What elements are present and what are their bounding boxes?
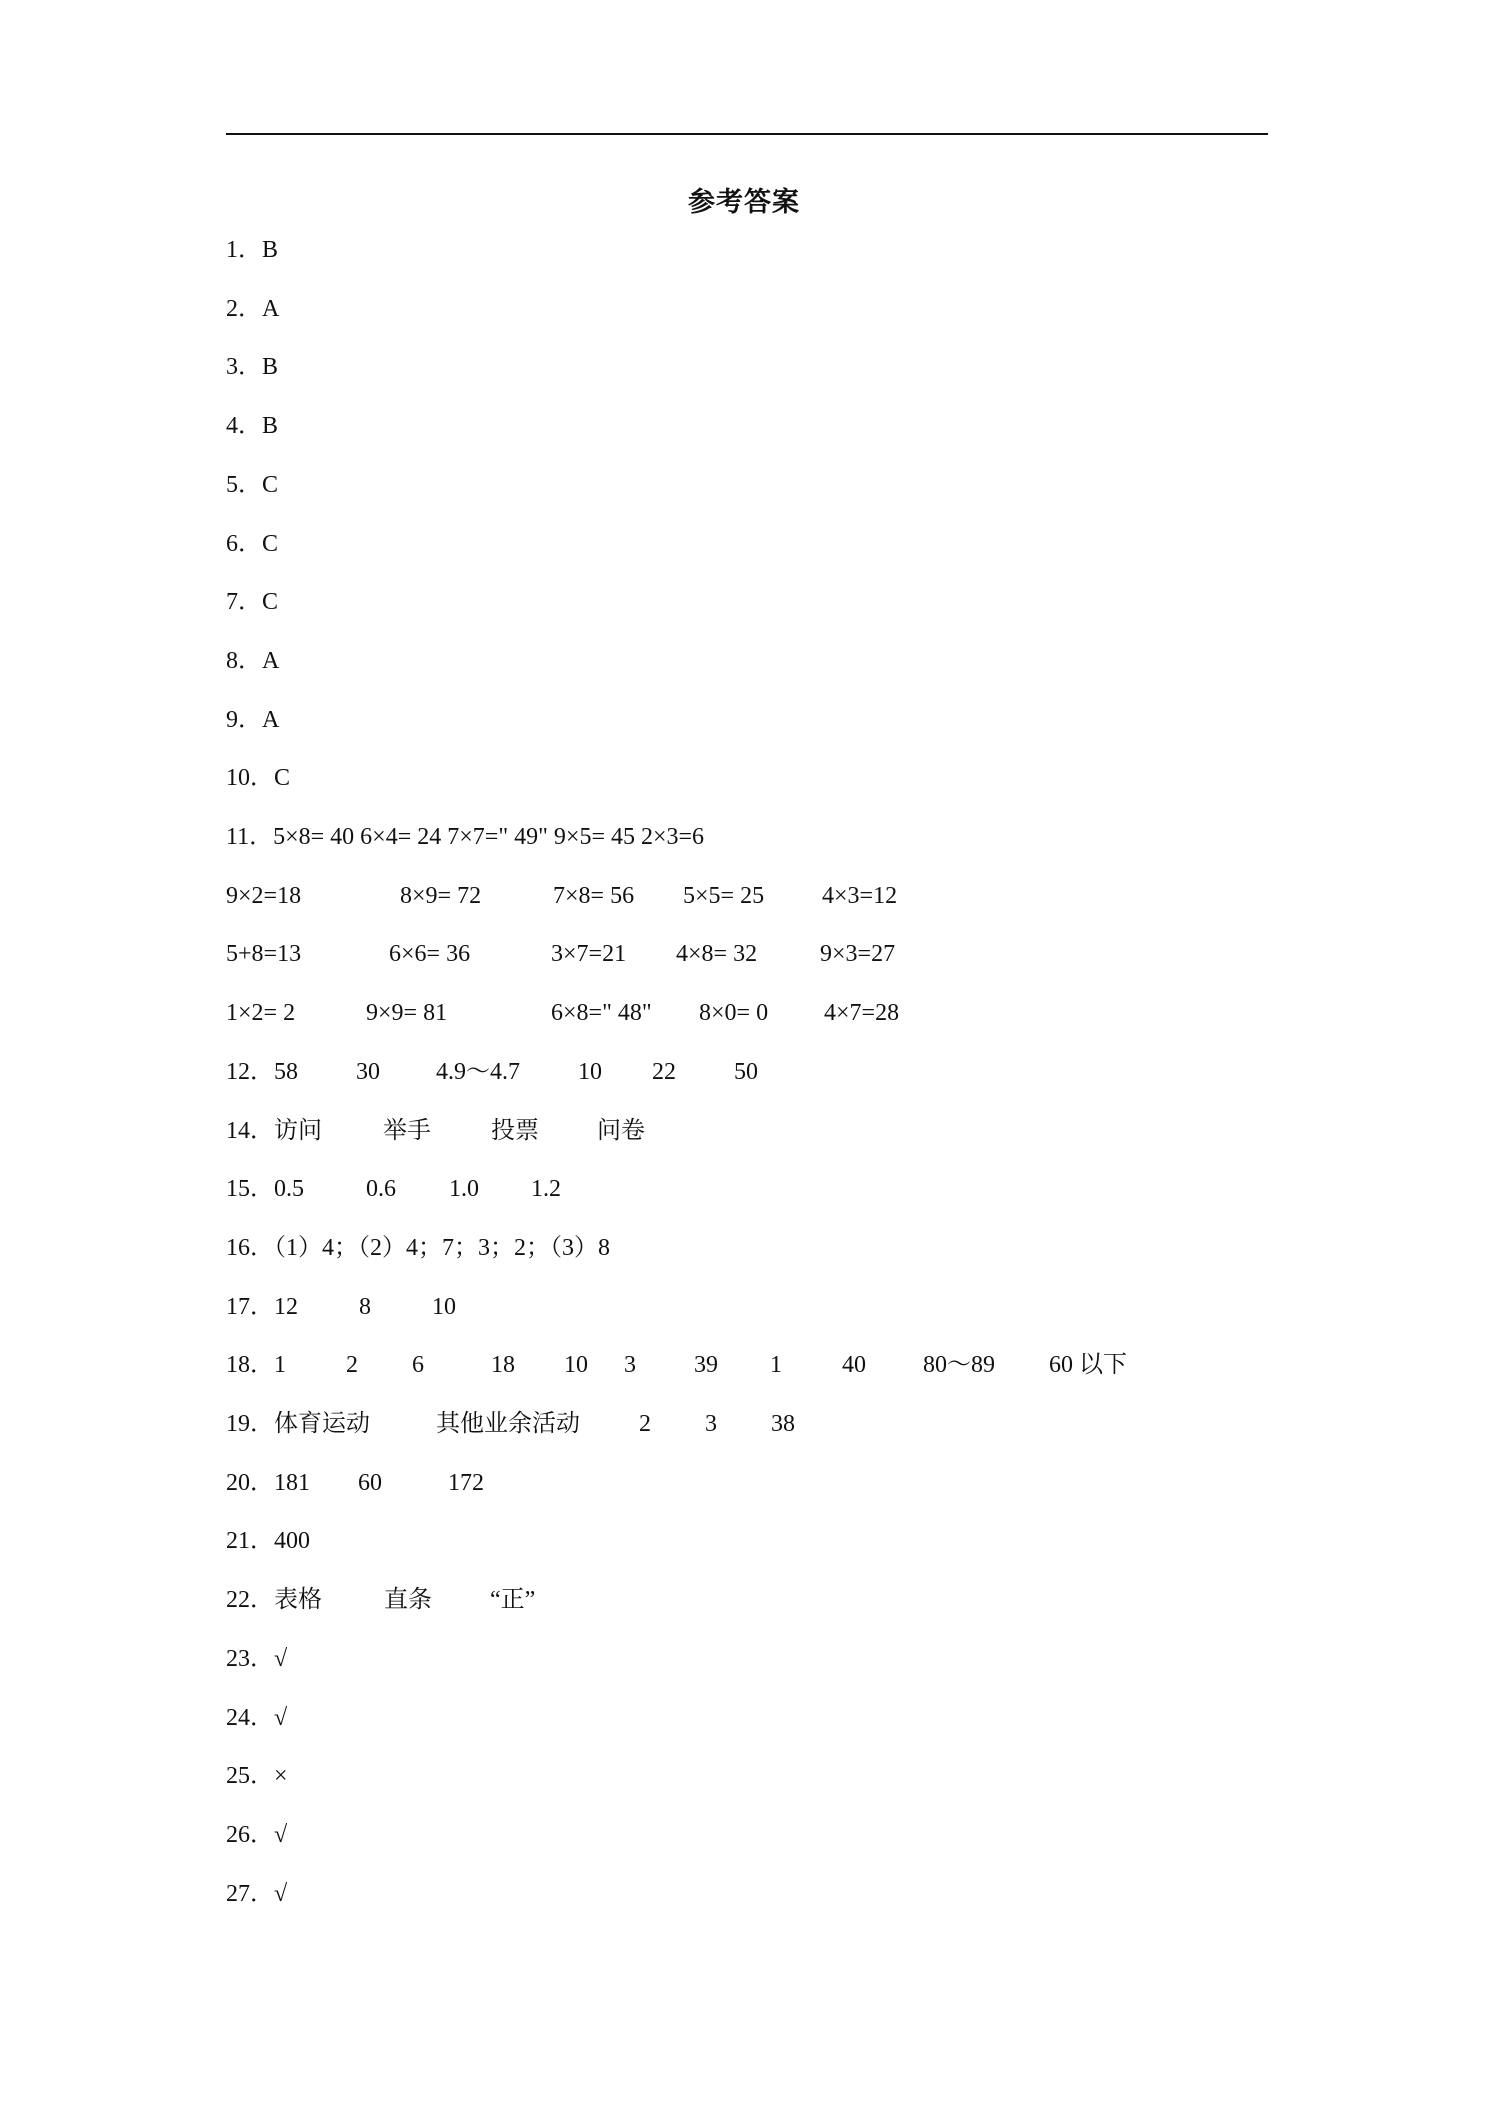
answer-item: 22 — [652, 1059, 676, 1085]
answer-item: 9×2=18 — [226, 883, 302, 909]
answer-item: 19．体育运动 — [226, 1411, 370, 1437]
answer-item: 6 — [412, 1352, 424, 1378]
answer-item: 11．5×8= 40 6×4= 24 7×7=" 49" 9×5= 45 2×3=6 — [226, 824, 705, 850]
answer-item: 5×5= 25 — [683, 883, 765, 909]
answer-item: 0.6 — [366, 1176, 396, 1202]
answer-item: 27．√ — [226, 1881, 288, 1907]
answer-item: 8 — [359, 1294, 371, 1320]
answer-item: 14．访问 — [226, 1118, 322, 1144]
answer-item: 投票 — [491, 1118, 539, 1144]
answer-item: 18 — [491, 1352, 515, 1378]
answer-item: 1.2 — [531, 1176, 561, 1202]
answer-item: 9．A — [226, 707, 280, 733]
answer-item: 38 — [771, 1411, 795, 1437]
answer-item: 26．√ — [226, 1822, 288, 1848]
answer-item: 39 — [694, 1352, 718, 1378]
answer-item: 50 — [734, 1059, 758, 1085]
answer-item: 10．C — [226, 765, 291, 791]
answer-item: 6×8=" 48" — [551, 1000, 652, 1026]
answer-item: 25．× — [226, 1763, 288, 1789]
answer-item: 1 — [770, 1352, 782, 1378]
answer-item: 问卷 — [597, 1118, 645, 1144]
answer-item: 2 — [346, 1352, 358, 1378]
answer-item: 60 — [358, 1470, 382, 1496]
answer-item: 4×8= 32 — [676, 941, 758, 967]
answer-item: 15．0.5 — [226, 1176, 304, 1202]
answer-item: 21．400 — [226, 1528, 310, 1554]
answer-item: 7×8= 56 — [553, 883, 635, 909]
answer-item: 2 — [639, 1411, 651, 1437]
answer-item: 60 以下 — [1049, 1352, 1127, 1378]
answer-item: 9×9= 81 — [366, 1000, 448, 1026]
answer-item: 9×3=27 — [820, 941, 896, 967]
answer-item: 直条 — [384, 1587, 432, 1613]
header-rule — [226, 133, 1268, 135]
answer-item: 1.0 — [449, 1176, 479, 1202]
answer-item: 80～89 — [923, 1352, 995, 1378]
answer-item: 4.9～4.7 — [436, 1059, 520, 1085]
answer-item: 172 — [448, 1470, 484, 1496]
answer-item: 6×6= 36 — [389, 941, 471, 967]
answer-item: 40 — [842, 1352, 866, 1378]
answer-item: 8．A — [226, 648, 280, 674]
page-title: 参考答案 — [688, 187, 800, 217]
answer-item: 2．A — [226, 296, 280, 322]
answer-item: 5+8=13 — [226, 941, 302, 967]
answer-item: 7．C — [226, 589, 279, 615]
answer-item: 16．（1）4；（2）4；7；3；2；（3）8 — [226, 1235, 610, 1261]
answer-item: 23．√ — [226, 1646, 288, 1672]
answer-item: 20．181 — [226, 1470, 310, 1496]
answer-item: 举手 — [383, 1118, 431, 1144]
answer-item: 12．58 — [226, 1059, 298, 1085]
answer-item: 5．C — [226, 472, 279, 498]
answer-item: 10 — [432, 1294, 456, 1320]
answer-item: 4．B — [226, 413, 279, 439]
answer-item: “正” — [490, 1587, 536, 1613]
answer-item: 18．1 — [226, 1352, 286, 1378]
answer-item: 17．12 — [226, 1294, 298, 1320]
answer-item: 4×3=12 — [822, 883, 898, 909]
answer-item: 30 — [356, 1059, 380, 1085]
answer-item: 6．C — [226, 531, 279, 557]
answer-item: 10 — [578, 1059, 602, 1085]
answer-item: 3 — [705, 1411, 717, 1437]
answer-item: 1．B — [226, 237, 279, 263]
answer-item: 22．表格 — [226, 1587, 322, 1613]
answer-item: 3×7=21 — [551, 941, 627, 967]
answer-item: 10 — [564, 1352, 588, 1378]
answer-item: 24．√ — [226, 1705, 288, 1731]
answer-item: 1×2= 2 — [226, 1000, 296, 1026]
answer-item: 3．B — [226, 354, 279, 380]
answer-item: 8×9= 72 — [400, 883, 482, 909]
answer-item: 3 — [624, 1352, 636, 1378]
answer-item: 8×0= 0 — [699, 1000, 769, 1026]
answer-item: 其他业余活动 — [436, 1411, 580, 1437]
answer-item: 4×7=28 — [824, 1000, 900, 1026]
